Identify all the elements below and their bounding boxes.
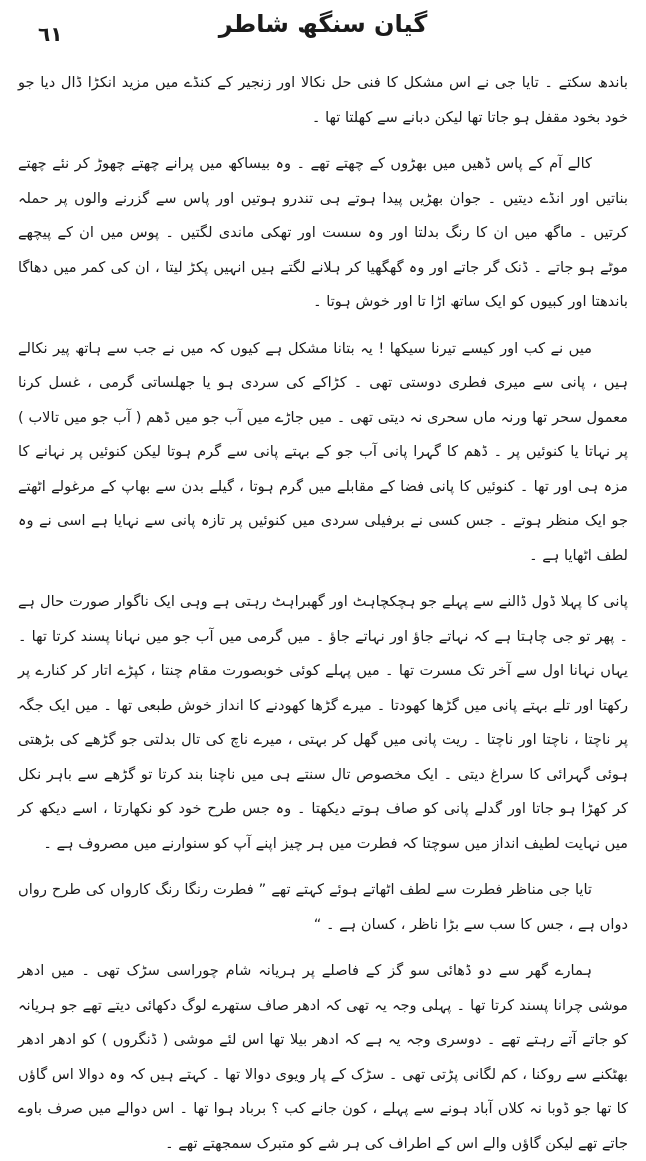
paragraph: باندھ سکتے ۔ تایا جی نے اس مشکل کا فنی حل نکالا اور زنجیر کے کنڈے میں مزید انکڑا ڈال دیا جو خود بخود مقفل ہو جاتا تھا لیکن دبانے سے کھلتا تھا ۔	[18, 74, 628, 126]
paragraph: تایا جی مناظر فطرت سے لطف اٹھاتے ہوئے کہتے تھے ” فطرت رنگا رنگ کارواں کی طرح رواں دواں ہے ، جس کا سب سے بڑا ناظر ، کسان ہے ۔ “	[18, 881, 628, 933]
running-title: گیان سنگھ شاطر	[218, 10, 428, 38]
paragraph: میں نے کب اور کیسے تیرنا سیکھا ! یہ بتانا مشکل ہے کیوں کہ میں نے جب سے ہاتھ پیر نکالے ہیں ، پانی سے میری فطری دوستی تھی ۔ کڑاکے کی سردی ہو یا جھلساتی گرمی ، غسل کرنا معمول سحر تھا ورنہ ماں سحری نہ دیتی تھی ۔ میں جاڑے میں آب جو میں ڈھم ( آب جو میں تالاب ) پر نہاتا یا کنوئیں پر ۔ ڈھم کا گہرا پانی آب جو کے بہتے پانی سے گرم ہوتا لیکن کنوئیں پر نہانے کا مزہ ہی اور تھا ۔ کنوئیں کا پانی فضا کے مقابلے میں گرم ہوتا ، گیلے بدن سے بھاپ کے مرغولے اٹھتے جو ایک منظر ہوتے ۔ جس کسی نے برفیلی سردی میں کنوئیں پر تازہ پانی سے نہایا ہے اسی نے وہ لطف اٹھایا ہے ۔	[18, 339, 628, 564]
paragraph: ہمارے گھر سے دو ڈھائی سو گز کے فاصلے پر ہریانہ شام چوراسی سڑک تھی ۔ میں ادھر موشی چرانا پسند کرتا تھا ۔ پہلی وجہ یہ تھی کہ ادھر صاف ستھرے لوگ دکھائی دیتے تھے جو ہریانہ کو جاتے آتے رہتے تھے ۔ دوسری وجہ یہ ہے کہ ادھر بیلا تھا اس لئے موشی ( ڈنگروں ) کو ادھر ادھر بھٹکنے سے روکنا ، کم لگانی پڑتی تھی ۔ سڑک کے پار ویوی دوالا تھا ۔ کہتے ہیں کہ وہ دوالا اس گاؤں کا تھا جو ڈوبا نہ کلاں آباد ہونے سے پہلے ، کون جانے کب ؟ برباد ہوا تھا ۔ اس دوالے میں صرف باوے جاتے تھے لیکن گاؤں والے اس کے اطراف کی ہر شے کو متبرک سمجھتے تھے ۔	[18, 962, 628, 1152]
page-number: ٦١	[38, 22, 63, 46]
paragraph: کالے آم کے پاس ڈھیں میں بھڑوں کے چھتے تھے ۔ وہ بیساکھ میں پرانے چھتے چھوڑ کر نئے چھتے بناتیں اور انڈے دیتیں ۔ جوان بھڑیں پیدا ہوتے ہی تندرو ہوتیں اور پاس سے گزرنے والوں پر حملہ کرتیں ۔ ماگھ میں ان کا رنگ بدلتا اور وہ سست اور تھکی ماندی لگتیں ۔ پوس میں ان کے پیچھے موٹے ہو جاتے ۔ ڈنک گر جاتے اور وہ گھگھیا کر ہلانے لگتے ہیں انہیں پکڑ لیتا ، ان کی کمر میں دھاگا باندھتا اور کبیوں کو ایک ساتھ اڑا تا اور خوش ہوتا ۔	[18, 155, 628, 310]
body-text	[18, 66, 628, 1161]
paragraph: پانی کا پہلا ڈول ڈالنے سے پہلے جو ہچکچاہٹ اور گھبراہٹ رہتی ہے وہی ایک ناگوار صورت حال ہے ۔ پھر تو جی چاہتا ہے کہ نہاتے جاؤ اور نہاتے جاؤ ۔ میں گرمی میں آب جو میں نہانا پسند کرتا تھا ۔ یہاں نہانا اول سے آخر تک مسرت تھا ۔ میں پہلے کوئی خوبصورت مقام چنتا ، کپڑے اتار کر کنارے پر رکھتا اور تلے بہتے پانی میں گڑھا کھودتا ۔ میرے گڑھا کھودنے کا انداز خوش طبعی تھا ۔ میں ایک جگہ پر ناچتا ، ناچتا اور ناچتا ۔ ریت پانی میں گھل کر بہتی ، میرے ناچ کی تال بدلتی جو گڑھے کی بڑھتی ہوئی گہرائی کا سراغ دیتی ۔ ایک مخصوص تال سنتے ہی میں ناچنا بند کرتا تو گڑھے سے باہر نکل کر کھڑا ہو جاتا اور گدلے پانی کو صاف ہوتے دیکھتا ۔ وہ جس طرح خود کو نکھارتا ، اسے دیکھ کر میں نہایت لطیف انداز میں سوچتا کہ فطرت میں ہر چیز اپنے آپ کو سنوارنے میں مصروف ہے ۔	[18, 593, 628, 852]
page-header	[24, 6, 622, 50]
